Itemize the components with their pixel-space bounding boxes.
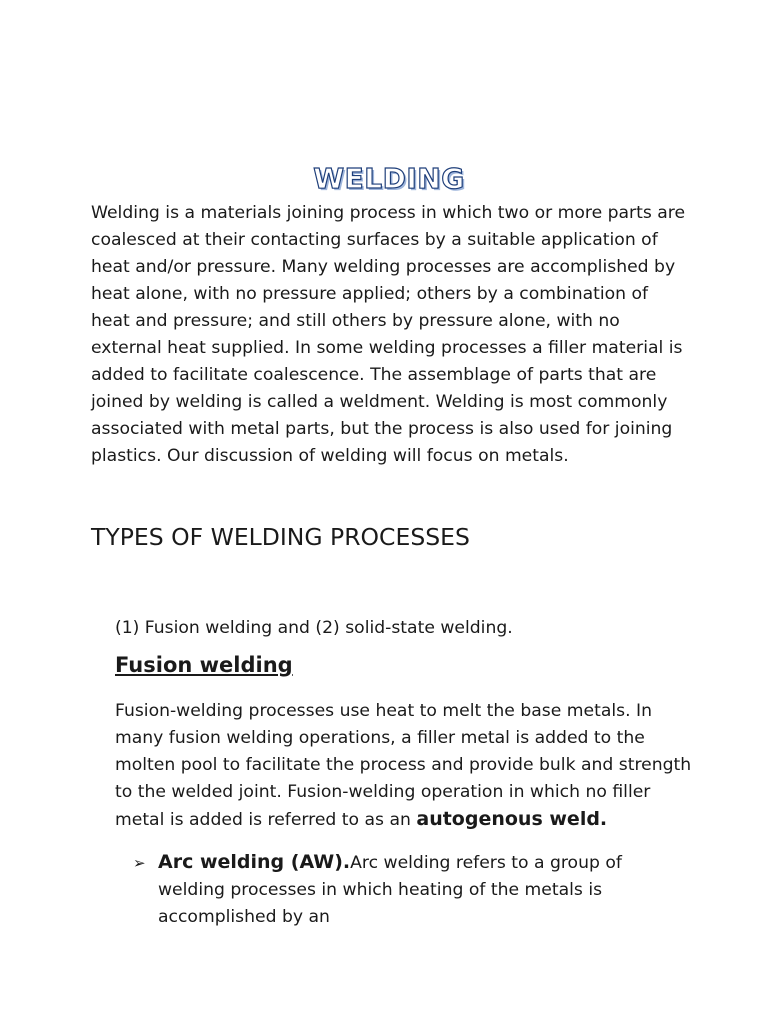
arc-welding-term: Arc welding (AW).: [158, 851, 351, 873]
document-title: WELDING: [313, 161, 465, 195]
types-list: (1) Fusion welding and (2) solid-state welding.: [115, 618, 513, 638]
arc-welding-text: [158, 849, 693, 931]
fusion-paragraph-text: Fusion-welding processes use heat to melt the base metals. In many fusion welding operations, a filler metal is added to the molten pool to facilitate the process and provide bulk and strength to the welded joint. Fusion-welding operation in which no filler metal is added is referred to as an: [115, 701, 692, 830]
fusion-paragraph: [115, 698, 695, 834]
arc-welding-description: Arc welding refers to a group of welding processes in which heating of the metals is accomplished by an: [158, 853, 622, 927]
types-heading: TYPES OF WELDING PROCESSES: [91, 523, 470, 551]
arc-welding-bullet: [133, 849, 693, 931]
autogenous-weld-term: autogenous weld.: [416, 808, 608, 830]
arrow-bullet-icon: ➢: [133, 854, 146, 872]
intro-paragraph: Welding is a materials joining process in which two or more parts are coalesced at their contacting surfaces by a suitable application of heat and/or pressure. Many welding processes are accomplished by heat alone, with no pressure applied; others by a combination of heat and pressure; and still others by pressure alone, with no external heat supplied. In some welding processes a filler material is added to facilitate coalescence. The assemblage of parts that are joined by welding is called a weldment. Welding is most commonly associated with metal parts, but the process is also used for joining plastics. Our discussion of welding will focus on metals.: [91, 203, 686, 466]
fusion-welding-heading: Fusion welding: [115, 653, 293, 677]
